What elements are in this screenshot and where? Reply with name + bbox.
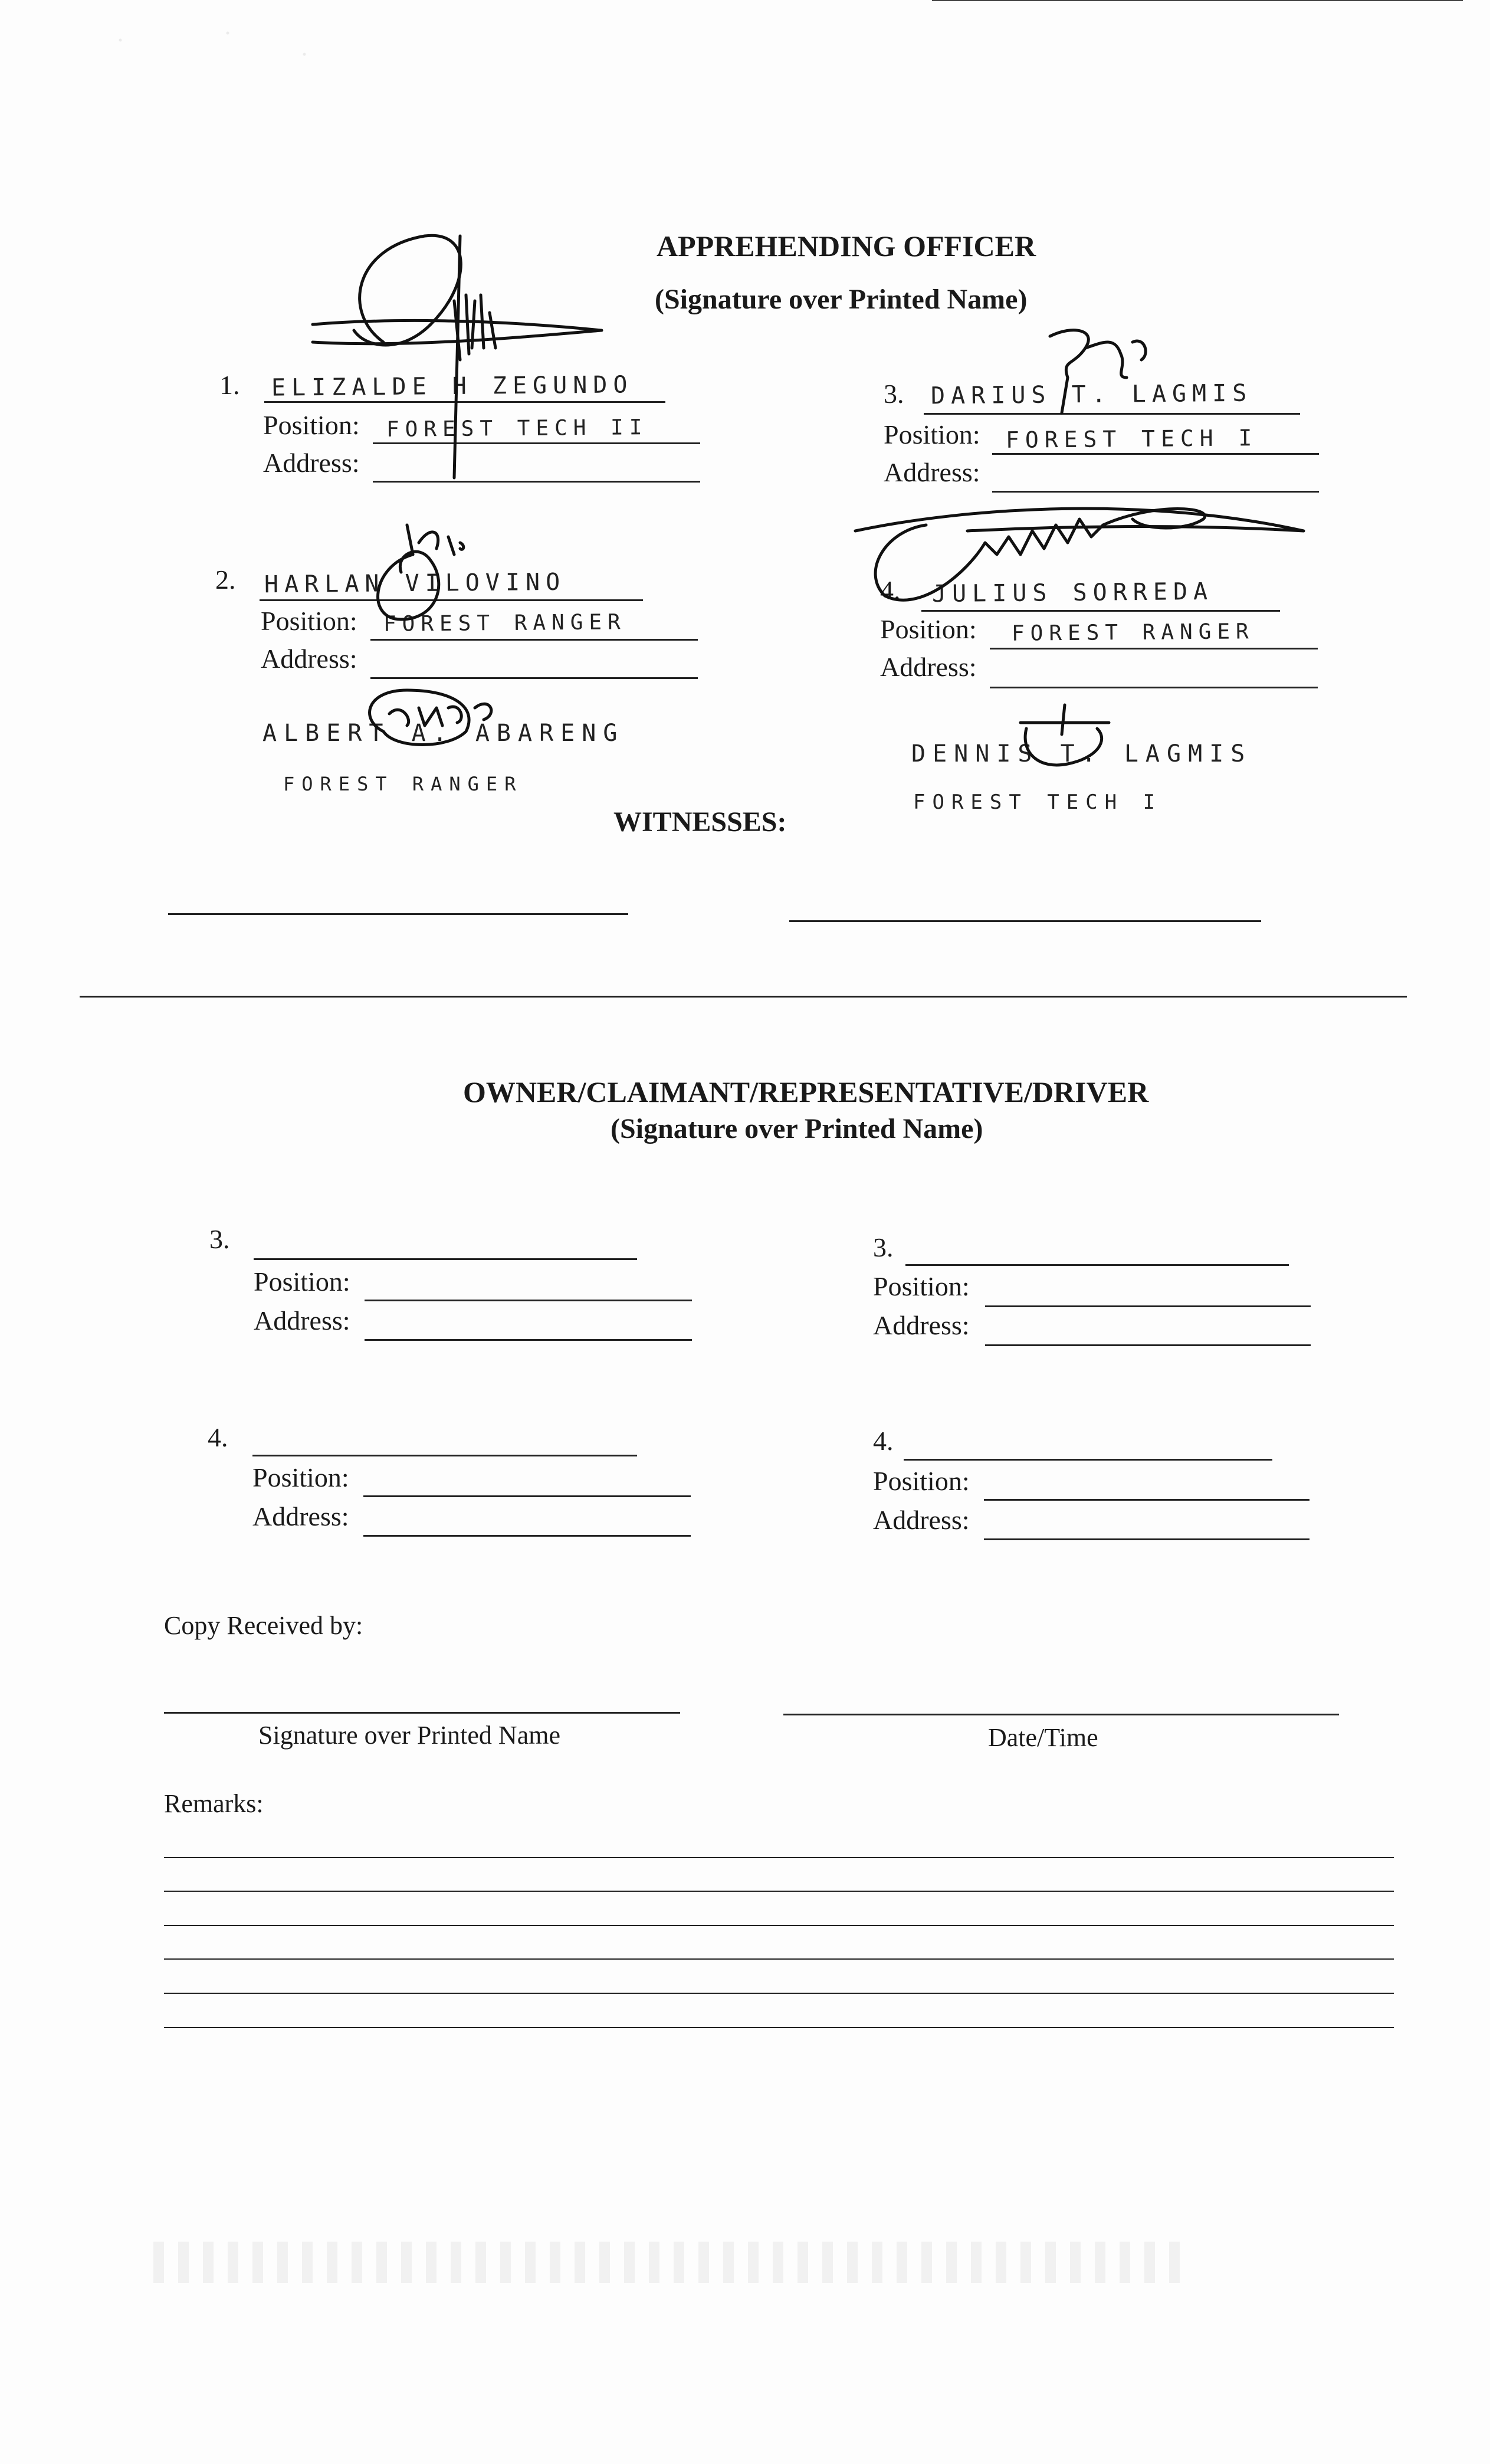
officer-4-number: 4. (880, 575, 901, 605)
owner-right-4-address-label: Address: (873, 1505, 970, 1535)
officer-1-address-label: Address: (263, 448, 360, 478)
apprehending-heading: APPREHENDING OFFICER (657, 229, 1036, 263)
officer-2-position-label: Position: (261, 606, 357, 636)
witness-2-signature-line (789, 920, 1261, 922)
owner-left-4-name-line (252, 1455, 637, 1456)
witness-1-signature (348, 684, 513, 761)
officer-3-signature (1026, 313, 1162, 419)
owner-right-4-address-line (984, 1538, 1310, 1540)
officer-3-position-label: Position: (884, 419, 980, 450)
owner-right-4-number: 4. (873, 1426, 894, 1456)
remarks-line-6 (164, 2027, 1394, 2028)
scan-edge-line (932, 0, 1463, 1)
owner-left-3-position-label: Position: (254, 1267, 350, 1297)
owner-left-3-address-label: Address: (254, 1305, 350, 1336)
owner-subheading: (Signature over Printed Name) (611, 1113, 983, 1144)
officer-2-number: 2. (215, 565, 236, 595)
officer-2-position-line (370, 639, 698, 641)
officer-2-address-line (370, 677, 698, 679)
owner-right-3-position-line (985, 1305, 1311, 1307)
officer-1-name: ELIZALDE H ZEGUNDO (271, 371, 634, 402)
owner-left-4-address-line (363, 1535, 691, 1537)
remarks-line-1 (164, 1857, 1394, 1858)
owner-left-3-position-line (365, 1300, 692, 1301)
officer-1-position-label: Position: (263, 410, 360, 440)
owner-left-3-number: 3. (209, 1224, 230, 1254)
remarks-line-4 (164, 1958, 1394, 1960)
scan-bleed (153, 2242, 1186, 2283)
officer-2-name: HARLAN VILOVINO (264, 568, 566, 599)
section-divider (80, 996, 1407, 998)
remarks-line-2 (164, 1891, 1394, 1892)
witness-1-name: ALBERT A. ABARENG (262, 720, 625, 747)
officer-2-address-label: Address: (261, 644, 357, 674)
witness-2-signature (1015, 699, 1121, 776)
officer-1-position: FOREST TECH II (386, 415, 648, 442)
owner-left-4-position-line (363, 1495, 691, 1497)
owner-right-3-name-line (905, 1264, 1289, 1266)
officer-4-name: JULIUS SORREDA (931, 578, 1214, 608)
witness-2-position: FOREST TECH I (913, 790, 1163, 814)
officer-3-position-line (992, 453, 1319, 455)
remarks-line-5 (164, 1993, 1394, 1994)
officer-1-number: 1. (219, 370, 240, 400)
witness-1-signature-line (168, 913, 628, 915)
apprehending-subheading: (Signature over Printed Name) (655, 284, 1028, 315)
officer-4-address-line (990, 687, 1318, 688)
owner-heading: OWNER/CLAIMANT/REPRESENTATIVE/DRIVER (463, 1075, 1149, 1108)
owner-left-4-position-label: Position: (252, 1462, 349, 1492)
owner-right-4-position-label: Position: (873, 1466, 970, 1496)
owner-right-3-number: 3. (873, 1232, 894, 1262)
remarks-label: Remarks: (164, 1789, 264, 1818)
owner-right-3-address-label: Address: (873, 1310, 970, 1340)
officer-3-position: FOREST TECH I (1005, 425, 1258, 453)
officer-3-name: DARIUS T. LAGMIS (930, 379, 1253, 410)
scan-noise (59, 12, 366, 83)
officer-3-number: 3. (884, 379, 904, 409)
owner-left-3-name-line (254, 1258, 637, 1260)
officer-4-position-line (990, 648, 1318, 649)
officer-4-position: FOREST RANGER (1011, 619, 1255, 646)
owner-right-4-position-line (984, 1499, 1310, 1501)
owner-right-3-position-label: Position: (873, 1271, 970, 1301)
copy-signature-line (164, 1712, 680, 1714)
witnesses-label: WITNESSES: (613, 806, 787, 838)
witness-1-position: FOREST RANGER (283, 773, 523, 795)
owner-right-4-name-line (904, 1459, 1272, 1461)
officer-4-signature (849, 496, 1321, 613)
copy-date-caption: Date/Time (988, 1723, 1098, 1752)
officer-2-position: FOREST RANGER (383, 610, 626, 636)
copy-received-label: Copy Received by: (164, 1611, 363, 1640)
remarks-line-3 (164, 1925, 1394, 1926)
owner-left-4-number: 4. (208, 1422, 228, 1452)
owner-left-3-address-line (365, 1339, 692, 1341)
officer-3-address-line (992, 491, 1319, 493)
copy-date-line (783, 1714, 1339, 1715)
officer-4-address-label: Address: (880, 652, 977, 682)
owner-right-3-address-line (985, 1344, 1311, 1346)
officer-1-signature (295, 230, 661, 501)
officer-3-address-label: Address: (884, 457, 980, 487)
copy-signature-caption: Signature over Printed Name (258, 1721, 560, 1750)
officer-4-position-label: Position: (880, 614, 977, 644)
owner-left-4-address-label: Address: (252, 1501, 349, 1531)
witness-2-name: DENNIS T. LAGMIS (911, 740, 1252, 767)
officer-2-signature (360, 519, 501, 631)
